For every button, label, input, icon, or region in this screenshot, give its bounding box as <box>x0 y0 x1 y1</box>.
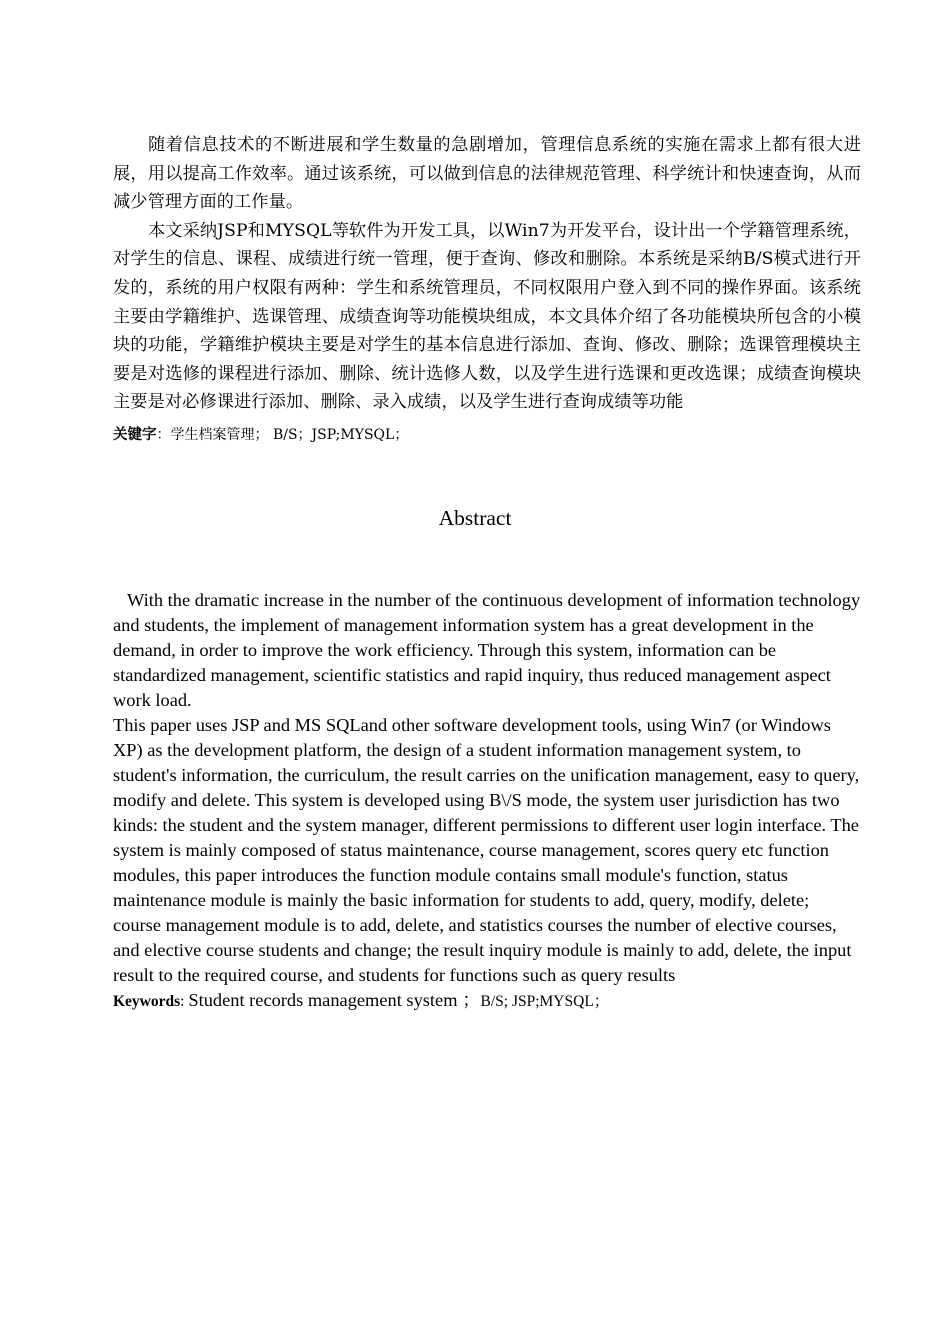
english-abstract <box>113 588 861 1014</box>
english-paragraph-2: This paper uses JSP and MS SQLand other software development tools, using Win7 (or Windows XP) as the development platform, the design of a student information management system, to student's information, the curriculum, the result carries on the unification management, easy to query, modify and delete. This system is developed using B\/S mode, the system user jurisdiction has two kinds: the student and the system manager, different permissions to different user login interface. The system is mainly composed of status maintenance, course management, scores query etc function modules, this paper introduces the function module contains small module's function, status maintenance module is mainly the basic information for students to add, query, modify, delete; course management module is to add, delete, and statistics courses the number of elective courses, and elective course students and change; the result inquiry module is mainly to add, delete, the input result to the required course, and students for functions such as query results <box>113 715 860 985</box>
chinese-keywords-line <box>113 423 861 447</box>
chinese-paragraph-2: 本文采纳JSP和MYSQL等软件为开发工具，以Win7为开发平台，设计出一个学籍管理系统，对学生的信息、课程、成绩进行统一管理，便于查询、修改和删除。本系统是采纳B/S模式进行开发的，系统的用户权限有两种：学生和系统管理员，不同权限用户登入到不同的操作界面。该系统主要由学籍维护、选课管理、成绩查询等功能模块组成，本文具体介绍了各功能模块所包含的小模块的功能，学籍维护模块主要是对学生的基本信息进行添加、查询、修改、删除；选课管理模块主要是对选修的课程进行添加、删除、统计选修人数，以及学生进行选课和更改选课；成绩查询模块主要是对必修课进行添加、删除、录入成绩，以及学生进行查询成绩等功能 <box>113 220 862 413</box>
chinese-keywords-text: 学生档案管理； B/S；JSP;MYSQL； <box>170 426 409 443</box>
english-paragraph-1: With the dramatic increase in the number of the continuous development of information technology and students, the implement of management information system has a great development in the demand, in order to improve the work efficiency. Through this system, information can be standardized management, scientific statistics and rapid inquiry, thus reduced management aspect work load. <box>113 590 861 710</box>
english-keywords-separator: : <box>180 993 189 1010</box>
chinese-keywords-label: 关键字 <box>113 426 157 443</box>
chinese-abstract <box>113 131 861 447</box>
english-keywords-text-2: B/S; JSP;MYSQL； <box>480 993 610 1010</box>
english-keywords-line <box>113 988 861 1014</box>
english-keywords-label: Keywords <box>113 993 181 1010</box>
abstract-heading: Abstract <box>438 506 512 530</box>
chinese-paragraph-1: 随着信息技术的不断进展和学生数量的急剧增加，管理信息系统的实施在需求上都有很大进展，用以提高工作效率。通过该系统，可以做到信息的法律规范管理、科学统计和快速查询，从而减少管理方面的工作量。 <box>113 135 861 213</box>
english-keywords-text-1: Student records management system ； <box>188 990 481 1010</box>
chinese-keywords-separator: ： <box>156 426 171 443</box>
